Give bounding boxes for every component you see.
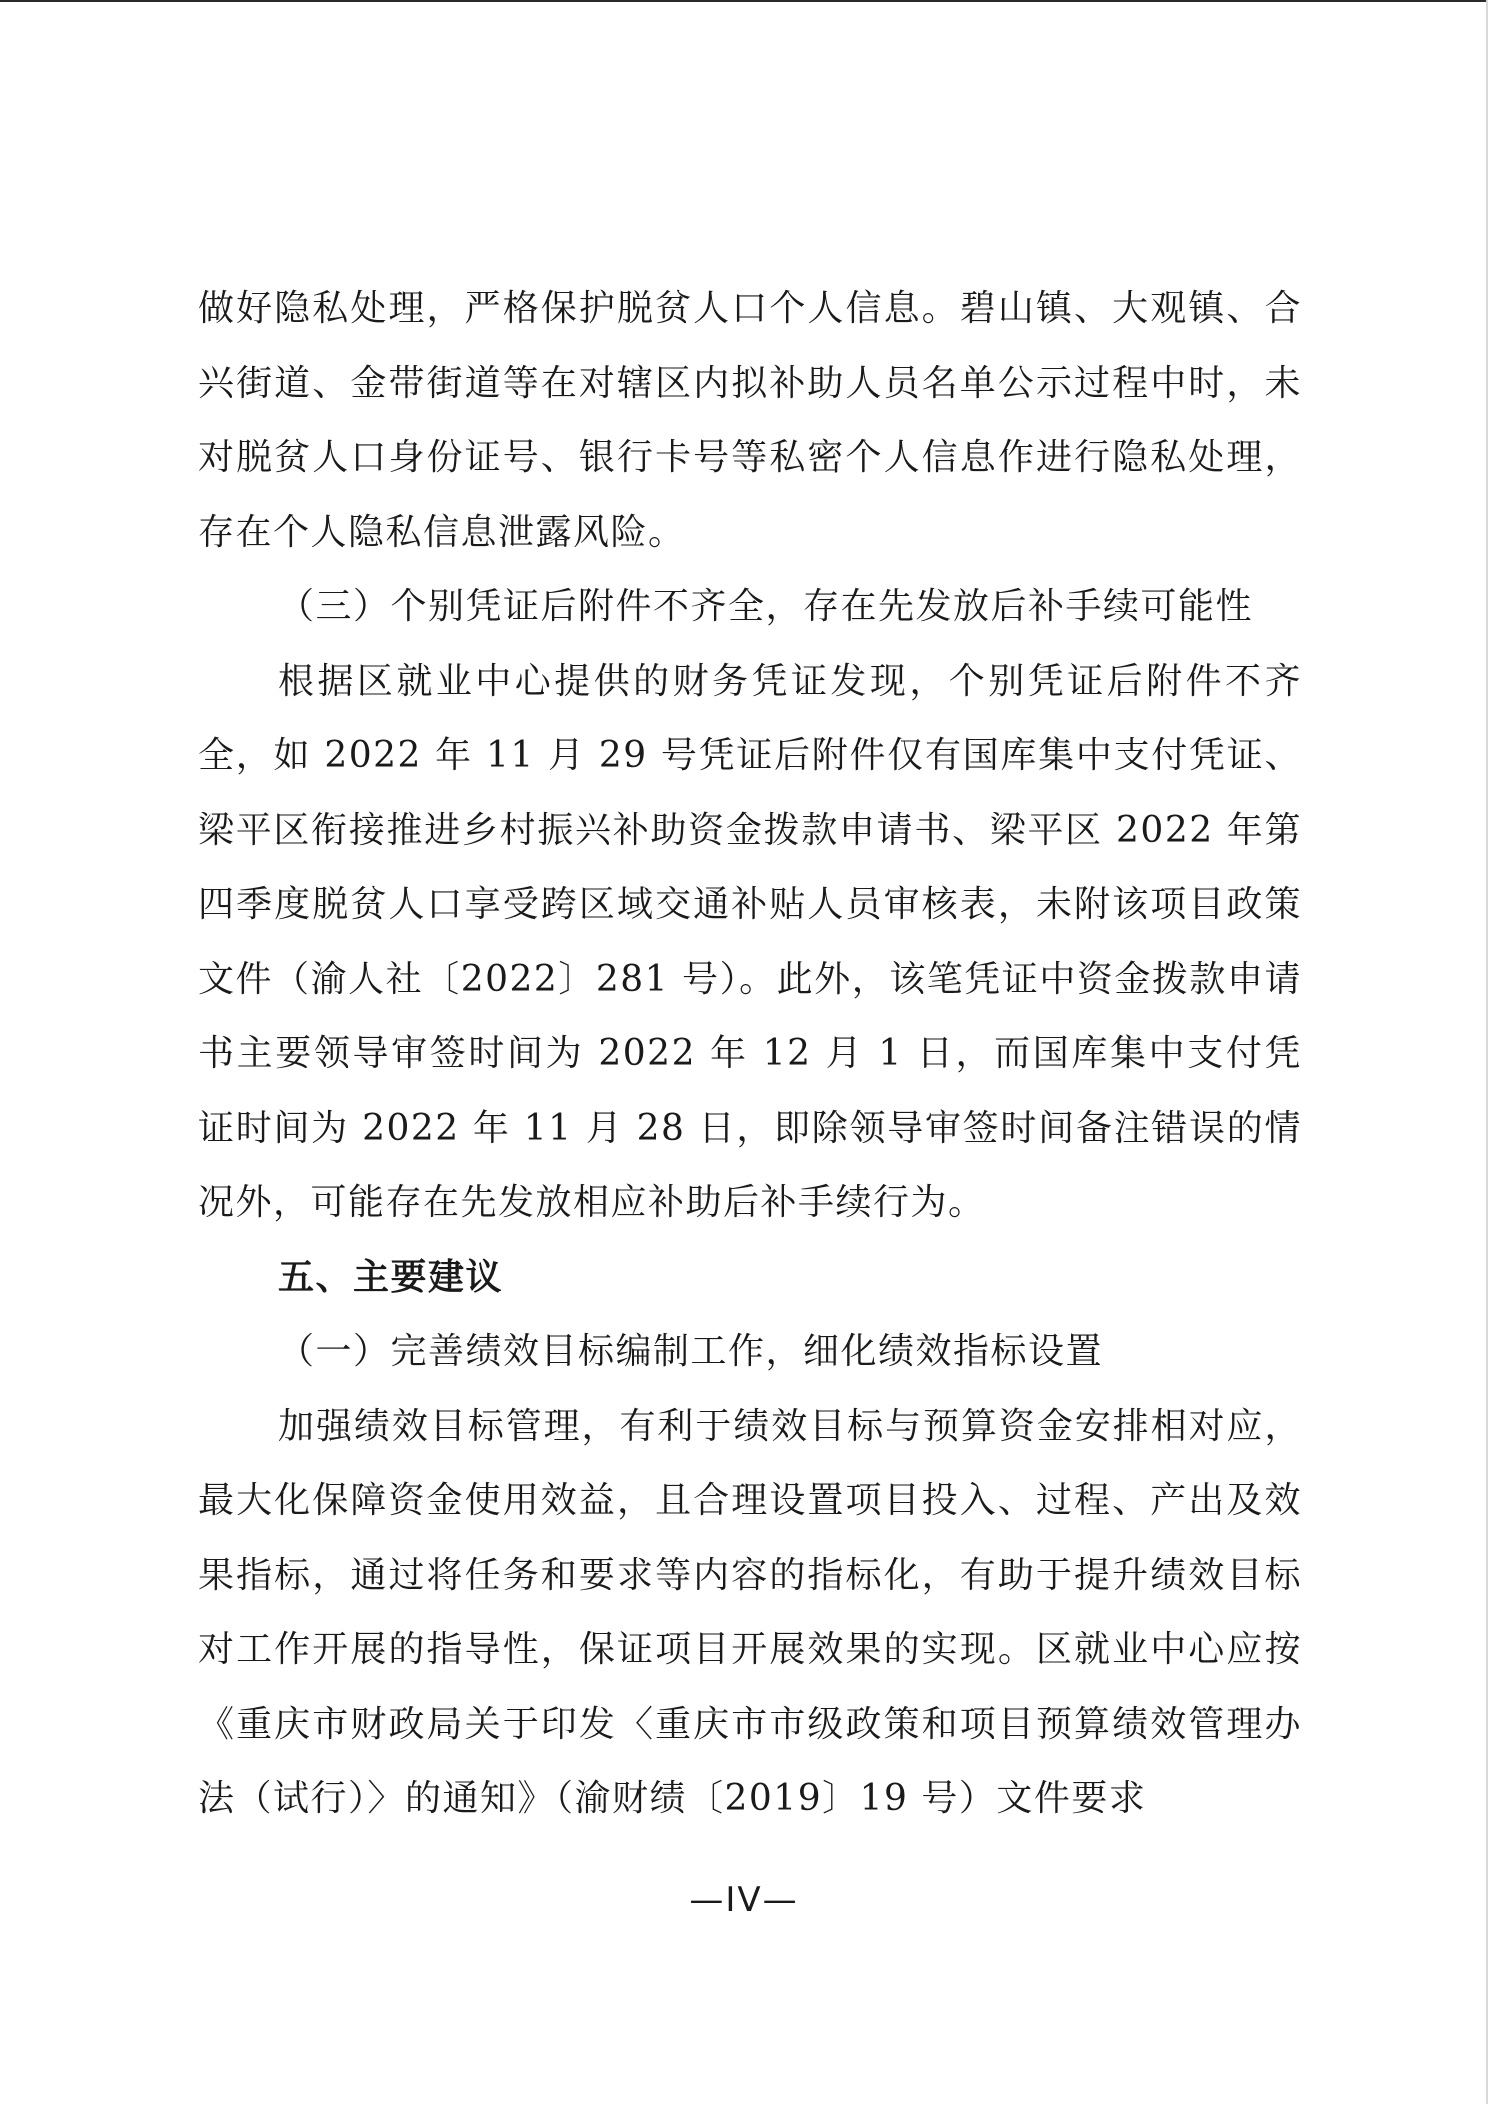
document-body	[198, 272, 1302, 1837]
paragraph-targets: 加强绩效目标管理，有利于绩效目标与预算资金安排相对应，最大化保障资金使用效益，且合理设置项目投入、过程、产出及效果指标，通过将任务和要求等内容的指标化，有助于提升绩效目标对工作开展的指导性，保证项目开展效果的实现。区就业中心应按《重庆市财政局关于印发〈重庆市市级政策和项目预算绩效管理办法（试行）〉的通知》（渝财绩〔2019〕19 号）文件要求	[198, 1405, 1302, 1819]
section-heading-three: （三）个别凭证后附件不齐全，存在先发放后补手续可能性	[278, 586, 1254, 627]
section-heading-recommendations: 五、主要建议	[278, 1256, 504, 1298]
page-number: —ⅠⅤ—	[689, 1880, 799, 1920]
section-heading-one: （一）完善绩效目标编制工作，细化绩效指标设置	[278, 1331, 1104, 1372]
paragraph-privacy: 做好隐私处理，严格保护脱贫人口个人信息。碧山镇、大观镇、合兴街道、金带街道等在对辖区内拟补助人员名单公示过程中时，未对脱贫人口身份证号、银行卡号等私密个人信息作进行隐私处理，存在个人隐私信息泄露风险。	[198, 288, 1302, 553]
top-border-line	[0, 0, 1488, 2]
paragraph-vouchers: 根据区就业中心提供的财务凭证发现，个别凭证后附件不齐全，如 2022 年 11 月 29 号凭证后附件仅有国库集中支付凭证、梁平区衔接推进乡村振兴补助资金拨款申请书、梁平区 2022 年第四季度脱贫人口享受跨区域交通补贴人员审核表，未附该项目政策文件（渝人社〔2022〕281 号）。此外，该笔凭证中资金拨款申请书主要领导审签时间为 2022 年 12 月 1 日，而国库集中支付凭证时间为 2022 年 11 月 28 日，即除领导审签时间备注错误的情况外，可能存在先发放相应补助后补手续行为。	[198, 660, 1302, 1223]
